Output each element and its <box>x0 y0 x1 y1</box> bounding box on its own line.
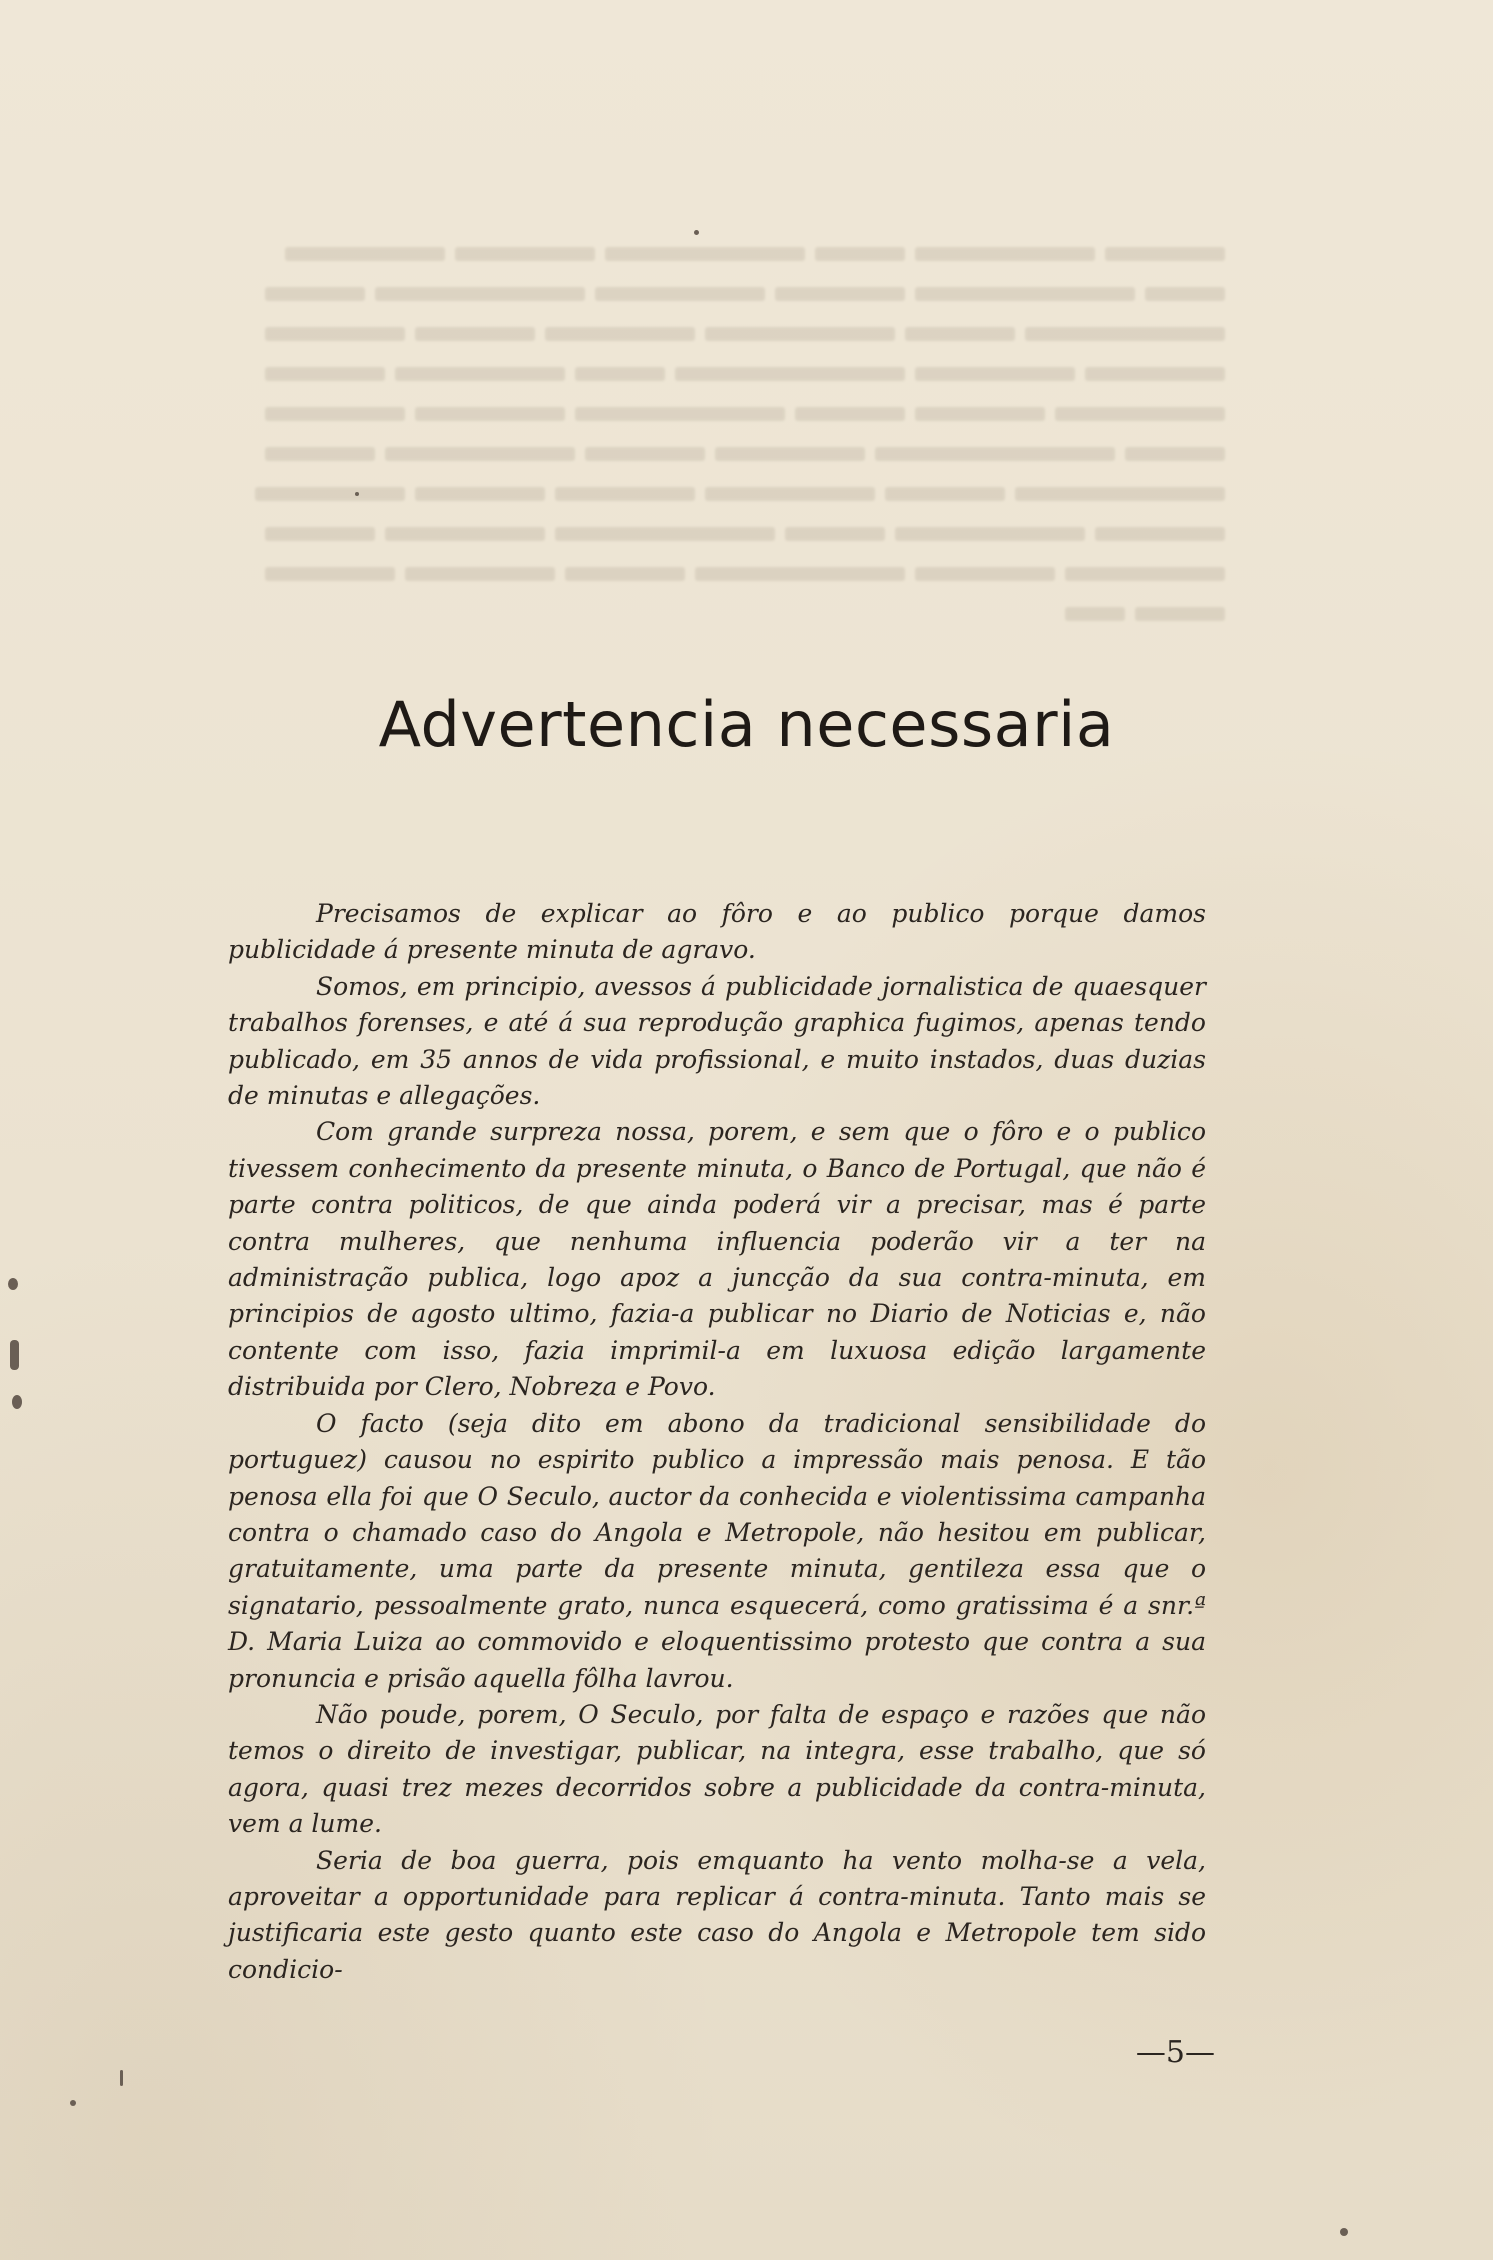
page-title: Advertencia necessaria <box>378 688 1115 761</box>
paper-speck <box>70 2100 76 2106</box>
page-number: —5— <box>1135 2035 1215 2070</box>
paper-speck <box>355 492 359 496</box>
paragraph: Somos, em principio, avessos á publicidade jornalistica de quaesquer trabalhos forenses, e até á sua reprodução graphica fugimos, apenas tendo publicado, em 35 annos de vida profissional, e muito instados, duas duzias de minutas e allegações. <box>228 971 1206 1111</box>
paragraph: Com grande surpreza nossa, porem, e sem que o fôro e o publico tivessem conhecimento da presente minuta, o Banco de Portugal, que não é parte contra politicos, de que ainda poderá vir a precisar, mas é parte contra mulheres, que nenhuma influencia poderão vir a ter na administração publica, logo apoz a juncção da sua contra-minuta, em principios de agosto ultimo, fazia-a publicar no Diario de Noticias e, não contente com isso, fazia imprimil-a em luxuosa edição largamente distribuida por Clero, Nobreza e Povo. <box>228 1117 1206 1402</box>
paragraph: Não poude, porem, O Seculo, por falta de espaço e razões que não temos o direito de investigar, publicar, na integra, esse trabalho, que só agora, quasi trez mezes decorridos sobre a publicidade da contra-minuta, vem a lume. <box>228 1699 1206 1839</box>
paper-speck <box>1340 2228 1348 2236</box>
body-text <box>228 896 1206 1988</box>
paper-speck <box>12 1395 22 1409</box>
paragraph: Seria de boa guerra, pois emquanto ha vento molha-se a vela, aproveitar a opportunidade para replicar á contra-minuta. Tanto mais se justificaria este gesto quanto este caso do Angola e Metropole tem sido condicio- <box>228 1845 1206 1984</box>
paragraph: O facto (seja dito em abono da tradicional sensibilidade do portuguez) causou no espirito publico a impressão mais penosa. E tão penosa ella foi que O Seculo, auctor da conhecida e violentissima campanha contra o chamado caso do Angola e Metropole, não hesitou em publicar, gratuitamente, uma parte da presente minuta, gentileza essa que o signatario, pessoalmente grato, nunca esquecerá, como gratissima é a snr.ª D. Maria Luiza ao commovido e eloquentissimo protesto que contra a sua pronuncia e prisão aquella fôlha lavrou. <box>228 1408 1206 1693</box>
paper-speck <box>120 2070 123 2086</box>
paper-speck <box>8 1278 18 1290</box>
show-through-texture <box>225 235 1225 655</box>
paper-speck <box>10 1340 19 1370</box>
paper-speck <box>694 230 699 235</box>
paragraph: Precisamos de explicar ao fôro e ao publico porque damos publicidade á presente minuta de agravo. <box>228 899 1206 965</box>
